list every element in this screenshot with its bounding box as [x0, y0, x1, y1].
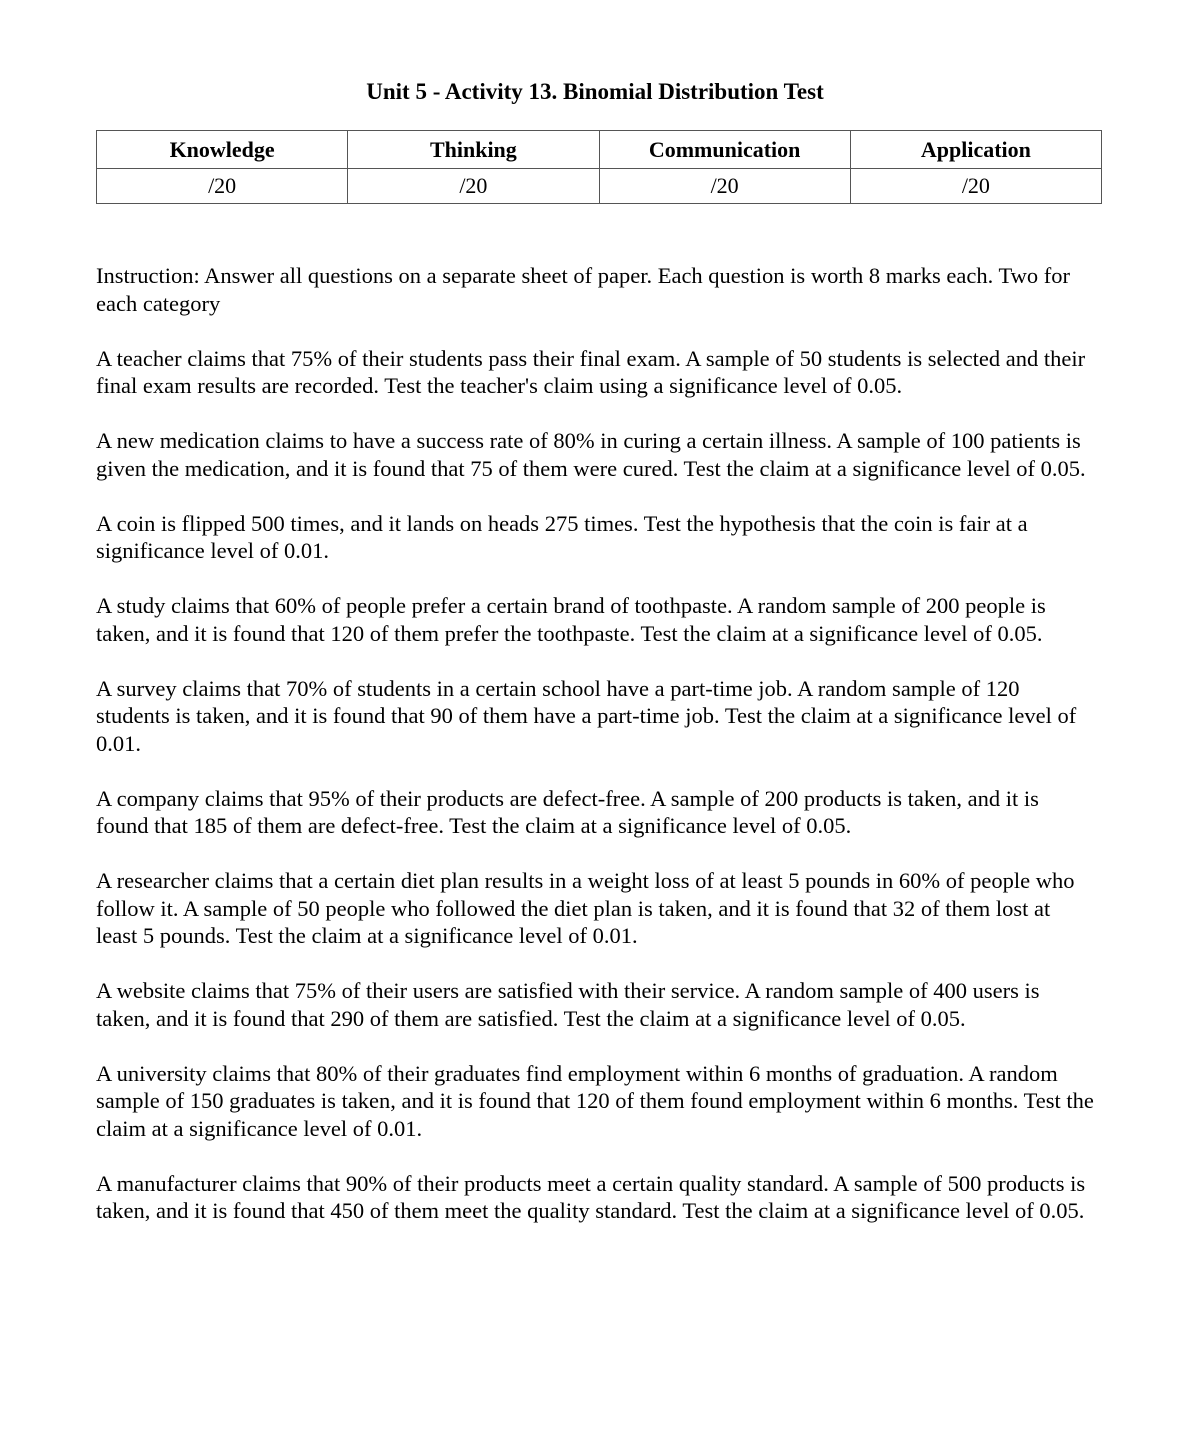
question-9: A university claims that 80% of their graduates find employment within 6 months of graduation. A random sample of 150 graduates is taken, and it is found that 120 of them found employment within 6 months. Test the claim at a significance level of 0.01.	[96, 1060, 1094, 1141]
question-3: A coin is flipped 500 times, and it lands on heads 275 times. Test the hypothesis that the coin is fair at a significance level of 0.01.	[96, 510, 1028, 563]
question-10: A manufacturer claims that 90% of their products meet a certain quality standard. A sample of 500 products is taken, and it is found that 450 of them meet the quality standard. Test the claim at a significance level of 0.05.	[96, 1170, 1086, 1223]
header-knowledge: Knowledge	[97, 131, 348, 169]
test-content	[96, 262, 1096, 1252]
marks-table	[96, 130, 1102, 204]
score-application: /20	[850, 169, 1101, 204]
question-7: A researcher claims that a certain diet plan results in a weight loss of at least 5 pounds in 60% of people who follow it. A sample of 50 people who followed the diet plan is taken, and it is found that 32 of them lost at least 5 pounds. Test the claim at a significance level of 0.01.	[96, 868, 1075, 948]
question-8: A website claims that 75% of their users are satisfied with their service. A random sample of 400 users is taken, and it is found that 290 of them are satisfied. Test the claim at a significance level of 0.05.	[96, 978, 1040, 1031]
score-communication: /20	[599, 169, 850, 204]
instruction-text: Instruction: Answer all questions on a separate sheet of paper. Each question is worth 8 marks each. Two for each category	[96, 263, 1071, 316]
score-knowledge: /20	[97, 169, 348, 204]
question-5: A survey claims that 70% of students in a certain school have a part-time job. A random sample of 120 students is taken, and it is found that 90 of them have a part-time job. Test the claim at a significance level of 0.01.	[96, 675, 1077, 756]
header-application: Application	[850, 131, 1101, 169]
marks-header-row	[97, 131, 1102, 169]
question-6: A company claims that 95% of their products are defect-free. A sample of 200 products is taken, and it is found that 185 of them are defect-free. Test the claim at a significance level of 0.05.	[96, 785, 1039, 838]
marks-score-row	[97, 169, 1102, 204]
header-thinking: Thinking	[348, 131, 599, 169]
score-thinking: /20	[348, 169, 599, 204]
header-communication: Communication	[599, 131, 850, 169]
question-1: A teacher claims that 75% of their students pass their final exam. A sample of 50 students is selected and their final exam results are recorded. Test the teacher's claim using a significance level of 0.05.	[96, 345, 1086, 398]
question-2: A new medication claims to have a success rate of 80% in curing a certain illness. A sample of 100 patients is given the medication, and it is found that 75 of them were cured. Test the claim at a significance level of 0.05.	[96, 428, 1086, 481]
question-4: A study claims that 60% of people prefer a certain brand of toothpaste. A random sample of 200 people is taken, and it is found that 120 of them prefer the toothpaste. Test the claim at a significance level of 0.05.	[96, 593, 1046, 646]
page-title: Unit 5 - Activity 13. Binomial Distribution Test	[366, 79, 824, 104]
